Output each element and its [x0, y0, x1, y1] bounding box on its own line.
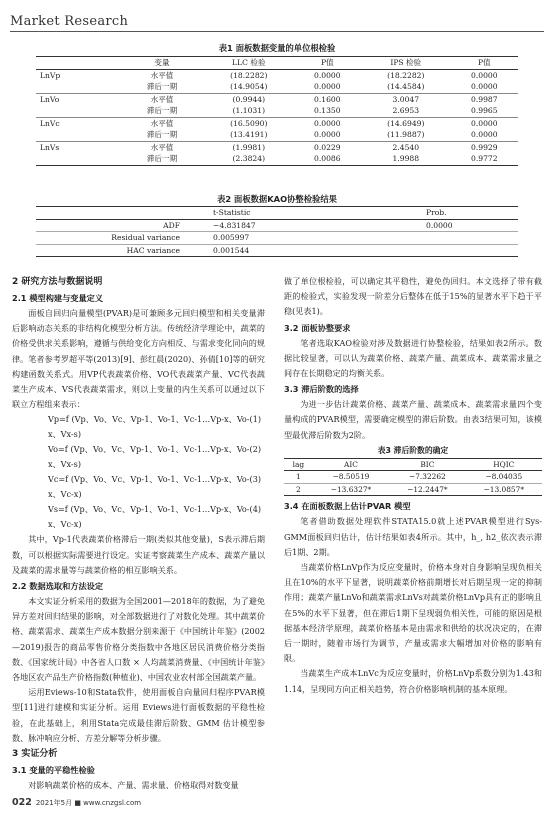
- table1-header: P值: [294, 57, 361, 70]
- left-column: [12, 274, 265, 793]
- table-cell: 0.005997: [210, 232, 366, 245]
- table1: [36, 56, 518, 166]
- table-cell: 3.0047: [361, 93, 451, 105]
- table-cell: 0.0000: [294, 69, 361, 81]
- equation-body: Vo=f (Vp、Vo、Vc、Vp-1、Vo-1、Vc-1…Vp-x、Vo-x、Vx-s): [48, 444, 250, 470]
- table-row: [284, 471, 542, 484]
- table-cell: [36, 129, 120, 141]
- table-cell: 0.0000: [471, 130, 498, 139]
- table-cell: 滞后一期: [146, 130, 178, 139]
- table-cell: 0.0000: [314, 130, 341, 139]
- table-cell: 2: [284, 483, 313, 496]
- table-cell: 0.9987: [451, 93, 518, 105]
- table1-header: IPS 检验: [361, 57, 451, 70]
- table-row: [36, 153, 518, 165]
- subsection-heading: 3.1 变量的平稳性检验: [12, 765, 95, 776]
- table-cell: (18.2282): [204, 69, 294, 81]
- paragraph: 对影响蔬菜价格的成本、产量、需求量、价格取得对数变量: [28, 780, 239, 791]
- paragraph: 其中，Vp-1代表蔬菜价格滞后一期(类似其他变量)，S表示滞后期数，可以根据实际需要进行设定。实证考察蔬菜生产成本、蔬菜产量以及蔬菜的需求量等与蔬菜价格的相互影响关系。: [12, 534, 265, 575]
- equation-number: (4): [249, 504, 261, 515]
- table-cell: (1.1031): [232, 106, 266, 115]
- table-cell: (18.2282): [361, 69, 451, 81]
- table3-header: HQIC: [466, 458, 542, 471]
- paragraph: 笔者借助数据处理软件STATA15.0就上述PVAR模型进行Sys-GMM面板回归估计，估计结果如表4所示。其中，h_, h2_依次表示滞后1期、2期。: [284, 516, 542, 557]
- table-row: [36, 117, 518, 129]
- table-cell: Residual variance: [36, 232, 210, 245]
- table-row: [36, 93, 518, 105]
- footer-info: 2021年5月 ■ www.cnzgsl.com: [35, 799, 142, 807]
- table-cell: (11.9887): [387, 130, 425, 139]
- table-row: [36, 141, 518, 153]
- table-cell: 1: [284, 471, 313, 484]
- table-cell: 0.0000: [314, 82, 341, 91]
- paragraph: 面板自回归向量模型(PVAR)是可兼顾多元回归模型和相关变量滞后影响动态关系的非结构化模型分析方法。传统经济学理论中，蔬菜的价格受供求关系影响，遵循与供给变化方向相反、与需求变化同向的规律。笔者参考罗超平等(2013)[9]、彭红晨(2020)、孙倩[10]等的研究构建函数关系式。用VP代表蔬菜价格、VO代表蔬菜产量、VC代表蔬菜生产成本、VS代表蔬菜需求，则以上变量的内生关系可以通过以下联立方程组来表示：: [12, 308, 265, 410]
- table-cell: [366, 244, 518, 257]
- table-cell: [36, 105, 120, 117]
- section-heading: 3 实证分析: [12, 749, 58, 760]
- table3-header: AIC: [313, 458, 389, 471]
- table-cell: 0.0086: [294, 153, 361, 165]
- table-cell: (13.4191): [230, 130, 268, 139]
- table-row: [36, 81, 518, 93]
- table-row: [36, 129, 518, 141]
- table-row: [36, 244, 518, 257]
- table-cell: −12.2447*: [389, 483, 465, 496]
- table2-header: [36, 207, 210, 220]
- table2-header: t-Statistic: [210, 207, 366, 220]
- table-row: [36, 232, 518, 245]
- paragraph: 笔者选取KAO检验对涉及数据进行协整检验，结果如表2所示。数据比较显著，可以认为蔬菜价格、蔬菜产量、蔬菜成本、蔬菜需求量之间存在长期稳定的均衡关系。: [284, 337, 542, 379]
- subsection-heading: 3.4 在面板数据上估计PVAR 模型: [284, 501, 411, 512]
- table-cell: −13.6327*: [313, 483, 389, 496]
- table-cell: [36, 153, 120, 165]
- section-heading: 2 研究方法与数据说明: [12, 277, 103, 287]
- table-cell: (14.9054): [230, 82, 268, 91]
- table-cell: LnVc: [36, 117, 120, 129]
- equation-number: (2): [249, 444, 261, 455]
- table-cell: −13.0857*: [466, 483, 542, 496]
- equation-body: Vc=f (Vp、Vo、Vc、Vp-1、Vo-1、Vc-1…Vp-x、Vo-x、Vc-x): [48, 474, 250, 500]
- table-row: [36, 219, 518, 232]
- table2: [36, 206, 518, 257]
- table-cell: 0.0000: [451, 117, 518, 129]
- equation-body: Vs=f (Vp、Vo、Vc、Vp-1、Vo-1、Vc-1…Vp-x、Vo-x、Vc-x): [48, 504, 250, 530]
- subsection-heading: 2.2 数据选取和方法设定: [12, 581, 104, 592]
- table-cell: LnVp: [36, 69, 120, 81]
- table-cell: −7.32262: [389, 471, 465, 484]
- table-cell: (16.5090): [204, 117, 294, 129]
- table-cell: −8.04035: [466, 471, 542, 484]
- table3-header: BIC: [389, 458, 465, 471]
- table-cell: LnVo: [36, 93, 120, 105]
- table-cell: ADF: [36, 219, 210, 232]
- table-cell: −8.50519: [313, 471, 389, 484]
- table-cell: (2.3824): [204, 153, 294, 165]
- table-cell: [366, 232, 518, 245]
- table1-header: 变量: [120, 57, 204, 70]
- table-cell: 水平值: [120, 141, 204, 153]
- subsection-heading: 3.3 滞后阶数的选择: [284, 384, 359, 395]
- table-cell: HAC variance: [36, 244, 210, 257]
- paragraph: 运用Eviews-10和Stata软件，使用面板自向量回归程序PVAR模型[11]进行建模和实证分析。运用 Eviews进行面板数据的平稳性检验，在此基础上，利用Stata完成最佳滞后阶数、GMM 估计模型参数、脉冲响应分析、方差分解等分析步骤。: [12, 687, 265, 743]
- table-cell: 0.9965: [471, 106, 498, 115]
- paragraph: 为进一步估计蔬菜价格、蔬菜产量、蔬菜成本、蔬菜需求量四个变量构成的PVAR模型，需要确定模型的滞后阶数。由表3结果可知，该模型最优滞后阶数为2阶。: [284, 399, 542, 440]
- page-number: 022: [12, 797, 32, 808]
- table-cell: 0.0000: [366, 219, 518, 232]
- table-cell: 滞后一期: [146, 106, 178, 115]
- table-cell: 0.9929: [451, 141, 518, 153]
- table1-header: P值: [451, 57, 518, 70]
- table-row: [36, 69, 518, 81]
- table-cell: 0.1350: [314, 106, 341, 115]
- table-cell: 0.0229: [294, 141, 361, 153]
- paragraph: 本文实证分析采用的数据为全国2001—2018年的数据，为了避免异方差对回归结果的影响，对全部数据进行了对数化处理。其中蔬菜价格、蔬菜需求、蔬菜生产成本数据分别来源于《中国统计年鉴》(2002—2019)报告的商品零售价格分类指数中各地区居民消费价格分类指数、《国家统计局》中各省人口数 × 人均蔬菜消费量、《中国统计年鉴》各地区农产品生产价格指数(种植业)、中国农业农村部全国蔬菜产量。: [12, 596, 265, 683]
- paragraph: 当蔬菜价格LnVp作为反应变量时，价格本身对自身影响呈现负相关且在10%的水平下显著，说明蔬菜价格前期增长对后期呈现一定的抑制作用；蔬菜产量LnVo和蔬菜需求LnVs对蔬菜价格LnVp具有正的影响且在5%的水平下显著，但在滞后1期下呈现弱负相关性，可能的原因是根据基本经济学原理，蔬菜价格基本是由需求和供给的状况决定的，在滞后一期时，随着市场行为调节，产量或需求大幅增加对价格的影响有限。: [284, 561, 542, 664]
- table-cell: (14.4584): [387, 82, 425, 91]
- table-cell: 滞后一期: [146, 82, 178, 91]
- table-cell: 水平值: [120, 93, 204, 105]
- table-row: [36, 105, 518, 117]
- table-cell: 水平值: [120, 117, 204, 129]
- equation: [12, 472, 265, 502]
- equation: [12, 442, 265, 472]
- table-row: [284, 483, 542, 496]
- equation: [12, 412, 265, 442]
- header-divider: [10, 31, 544, 32]
- subsection-heading: 3.2 面板协整要求: [284, 322, 351, 333]
- table-cell: 0.0000: [294, 117, 361, 129]
- table-cell: 2.6953: [392, 106, 420, 115]
- paragraph: 当蔬菜生产成本LnVc为反应变量时，价格LnVp系数分别为1.43和1.14，呈现同方向正相关趋势，符合价格影响机制的基本原理。: [284, 668, 542, 694]
- subsection-heading: 2.1 模型构建与变量定义: [12, 293, 104, 303]
- table-cell: (0.9944): [204, 93, 294, 105]
- table2-caption: 表2 面板数据KAO协整检验结果: [217, 194, 337, 204]
- table3-header: lag: [284, 458, 313, 471]
- right-column: [284, 274, 542, 697]
- table-cell: LnVs: [36, 141, 120, 153]
- table-cell: 0.9772: [451, 153, 518, 165]
- table-cell: 滞后一期: [120, 153, 204, 165]
- table3-caption: 表3 滞后阶数的确定: [377, 445, 449, 455]
- table-cell: 0.001544: [210, 244, 366, 257]
- table-cell: 0.0000: [471, 82, 498, 91]
- paragraph: 做了单位根检验，可以确定其平稳性，避免伪回归。本文选择了带有截距的检验式，实验发现一阶差分后整体在低于15%的显著水平下趋于平稳(见表1)。: [284, 276, 542, 317]
- table-cell: (1.9981): [204, 141, 294, 153]
- table2-header: Prob.: [366, 207, 518, 220]
- table-cell: 1.9988: [361, 153, 451, 165]
- table3: [284, 458, 542, 497]
- equation-number: (3): [249, 474, 261, 485]
- table1-header: LLC 检验: [204, 57, 294, 70]
- table-cell: (14.6949): [361, 117, 451, 129]
- table-cell: 0.0000: [451, 69, 518, 81]
- equation-body: Vp=f (Vp、Vo、Vc、Vp-1、Vo-1、Vc-1…Vp-x、Vo-x、Vx-s): [48, 414, 250, 440]
- table1-header: [36, 57, 120, 70]
- table-cell: 水平值: [120, 69, 204, 81]
- journal-title: Market Research: [10, 14, 129, 29]
- table-cell: 0.1600: [294, 93, 361, 105]
- table1-caption: 表1 面板数据变量的单位根检验: [218, 43, 336, 53]
- page-footer: [12, 797, 141, 808]
- table-cell: [36, 81, 120, 93]
- equation: [12, 502, 265, 532]
- table-cell: −4.831847: [210, 219, 366, 232]
- table-cell: 2.4540: [361, 141, 451, 153]
- equation-number: (1): [249, 414, 261, 425]
